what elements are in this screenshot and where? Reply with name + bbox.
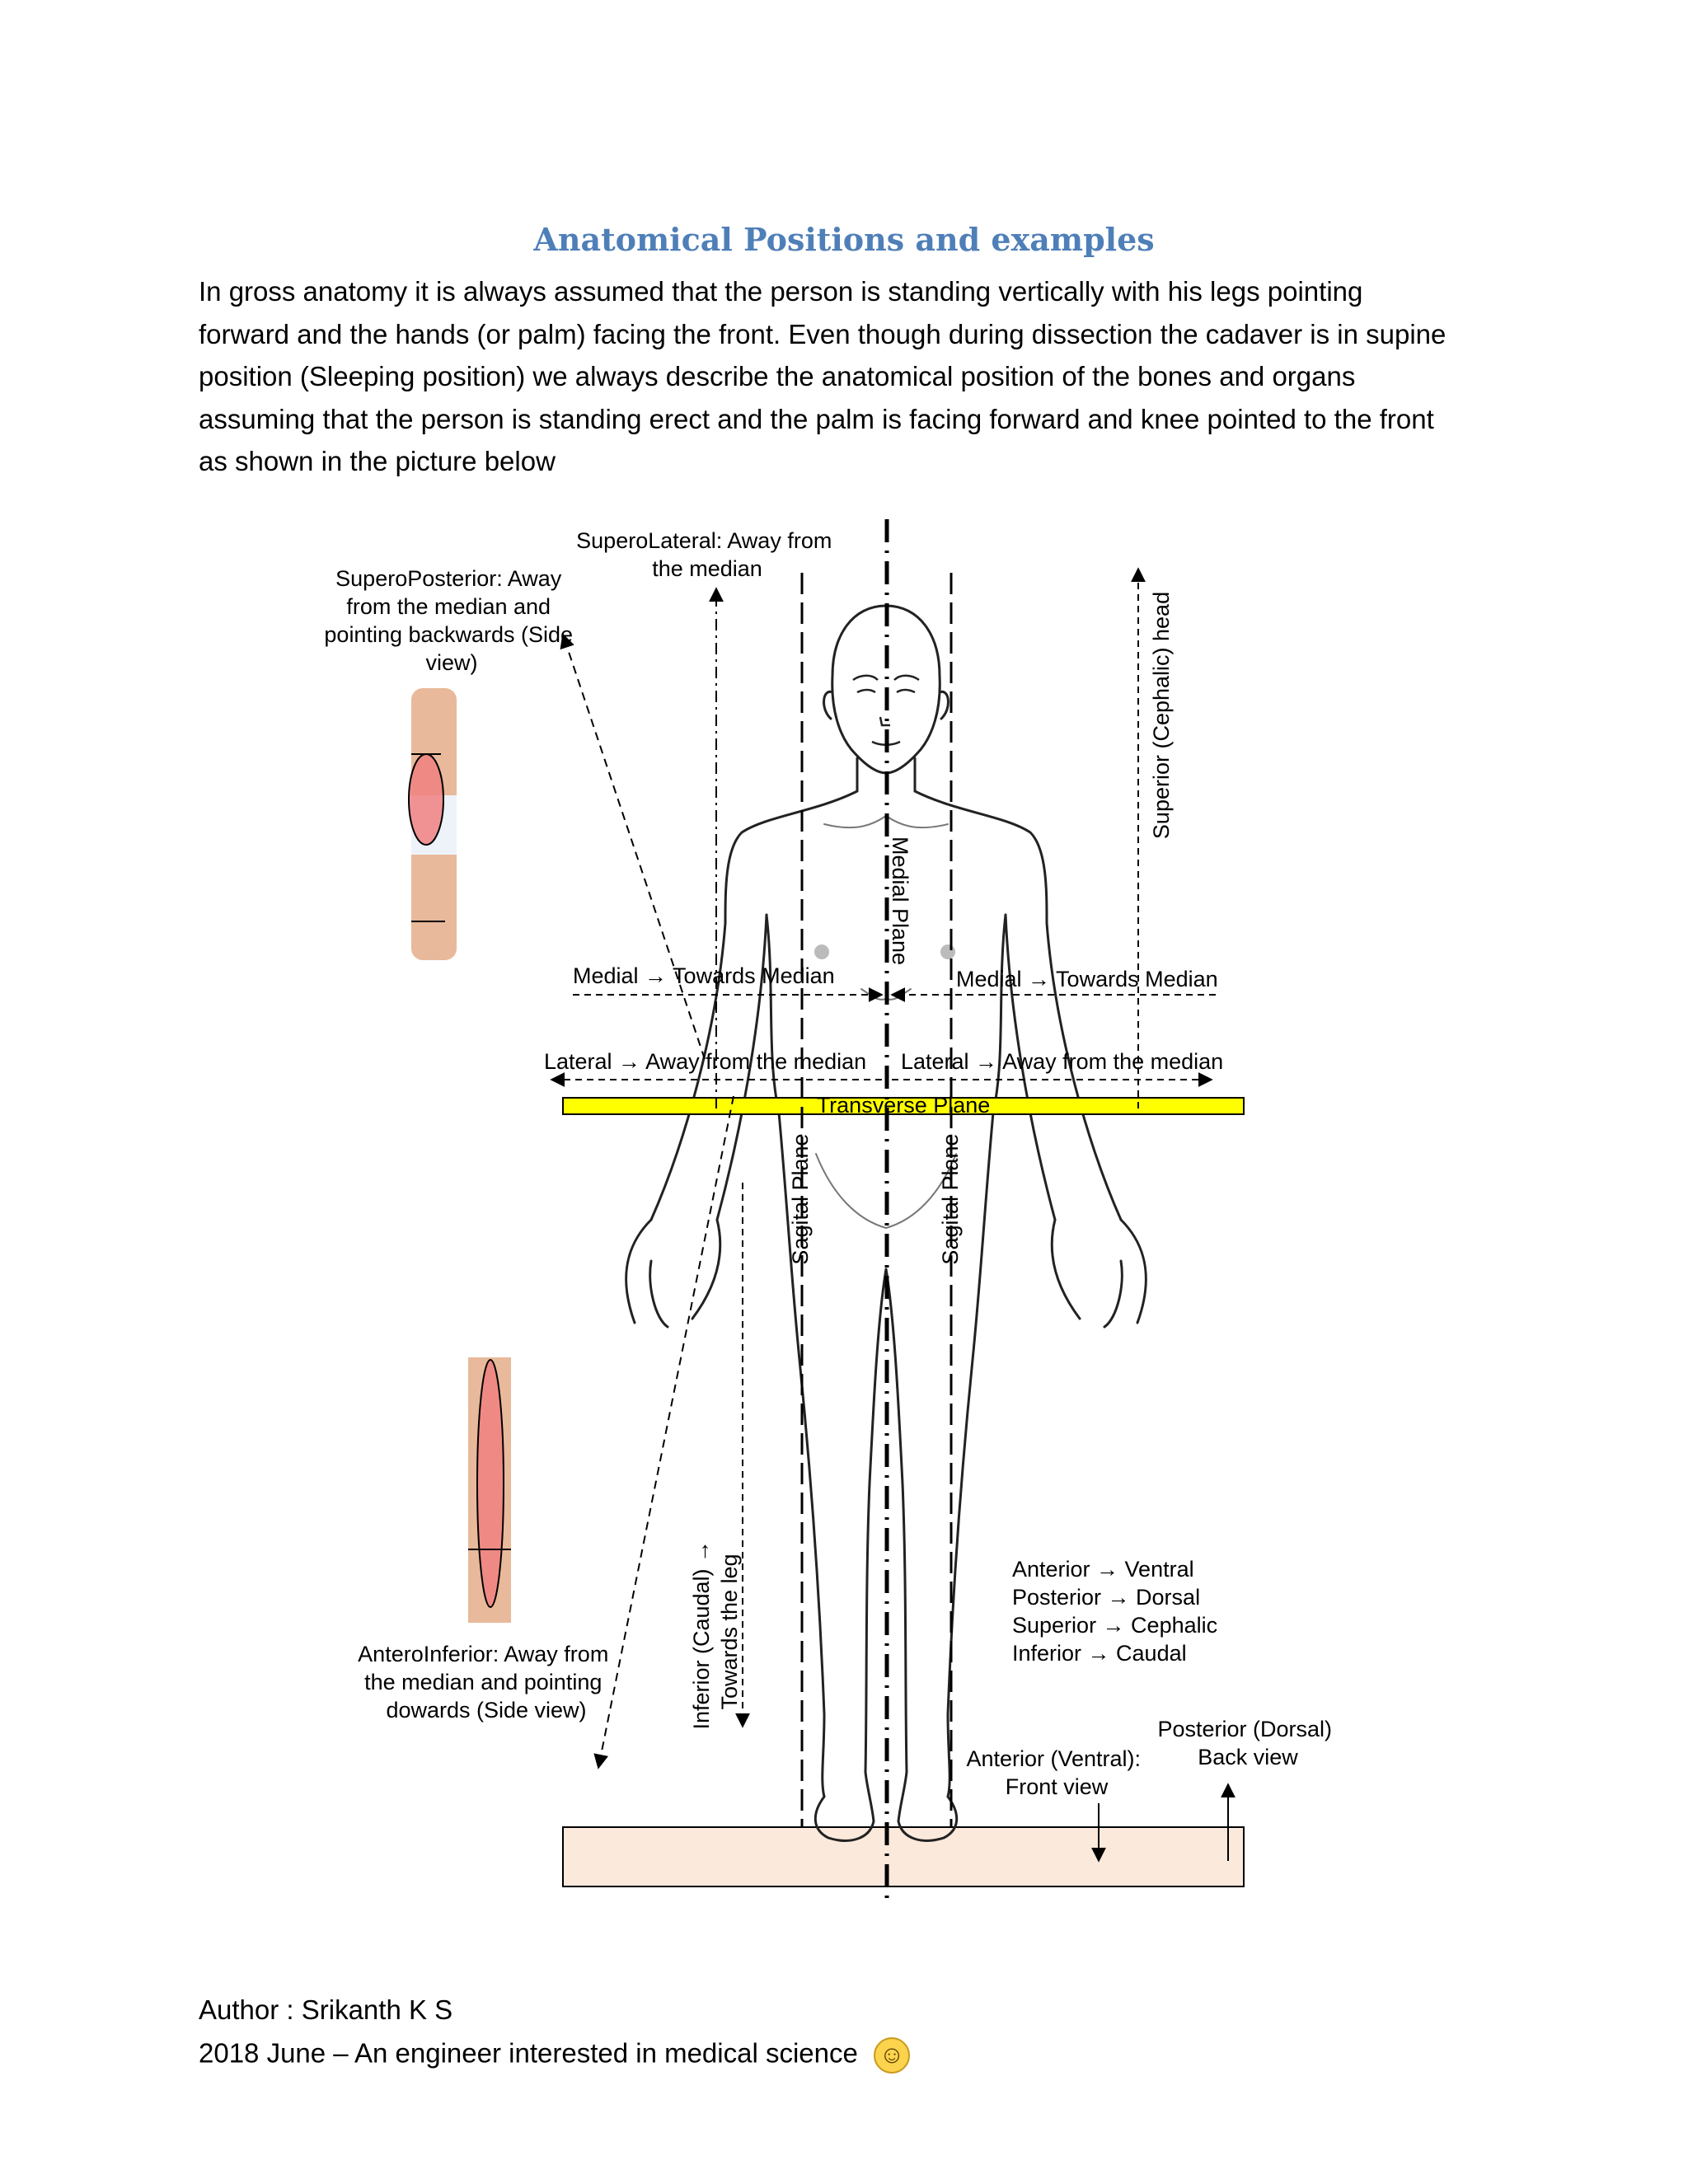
transverse-plane-label: Transverse Plane [816, 1093, 991, 1118]
intro-line: position (Sleeping position) we always describe the anatomical position of the bones and organs [199, 361, 1356, 391]
medial-right-label: Medial → Towards Median [956, 967, 1218, 991]
superior-label: Superior (Cephalic) head [1149, 591, 1174, 840]
terms-list: Anterior → Ventral Posterior → Dorsal Superior → Cephalic Inferior → Caudal [1012, 1557, 1218, 1666]
side-view-figure-bottom [468, 1357, 511, 1623]
body-detail [940, 944, 955, 959]
anteroinferior-label: AnteroInferior: Away from the median and pointing dowards (Side view) [358, 1642, 609, 1722]
posterior-label: Posterior (Dorsal) Back view [1157, 1717, 1333, 1769]
author-line: Author : Srikanth K S [199, 1994, 453, 2025]
smiley-icon: ☺ [874, 2037, 910, 2074]
floor-platform [563, 1827, 1244, 1886]
superolateral-label: SuperoLateral: Away from the median [576, 528, 832, 581]
author-note-text: 2018 June – An engineer interested in medical science [199, 2037, 858, 2069]
intro-line: assuming that the person is standing erect and the palm is facing forward and knee pointed to the front [199, 403, 1434, 434]
intro-line: In gross anatomy it is always assumed that the person is standing vertically with his legs pointing [199, 276, 1363, 307]
body-detail [814, 944, 829, 959]
medial-left-label: Medial → Towards Median [573, 963, 835, 988]
page-title: Anatomical Positions and examples [533, 221, 1155, 258]
intro-line: as shown in the picture below [199, 446, 556, 476]
medial-plane-label: Medial Plane [888, 836, 912, 966]
author-note [199, 2037, 910, 2074]
side-view-figure-top [409, 688, 457, 960]
intro-line: forward and the hands (or palm) facing the front. Even though during dissection the cadaver is in supine [199, 318, 1447, 349]
lateral-left-label: Lateral → Away from the median [544, 1049, 867, 1074]
sagittal-left-label: Sagital Plane [788, 1133, 813, 1265]
anterior-label: Anterior (Ventral): Front view [966, 1746, 1142, 1799]
sagittal-right-label: Sagital Plane [938, 1133, 963, 1265]
inferior-label: Inferior (Caudal) → Towards the leg [689, 1540, 742, 1730]
lateral-right-label: Lateral → Away from the median [901, 1049, 1224, 1074]
superoposterior-label: SuperoPosterior: Away from the median and pointing backwards (Side view) [324, 566, 574, 675]
